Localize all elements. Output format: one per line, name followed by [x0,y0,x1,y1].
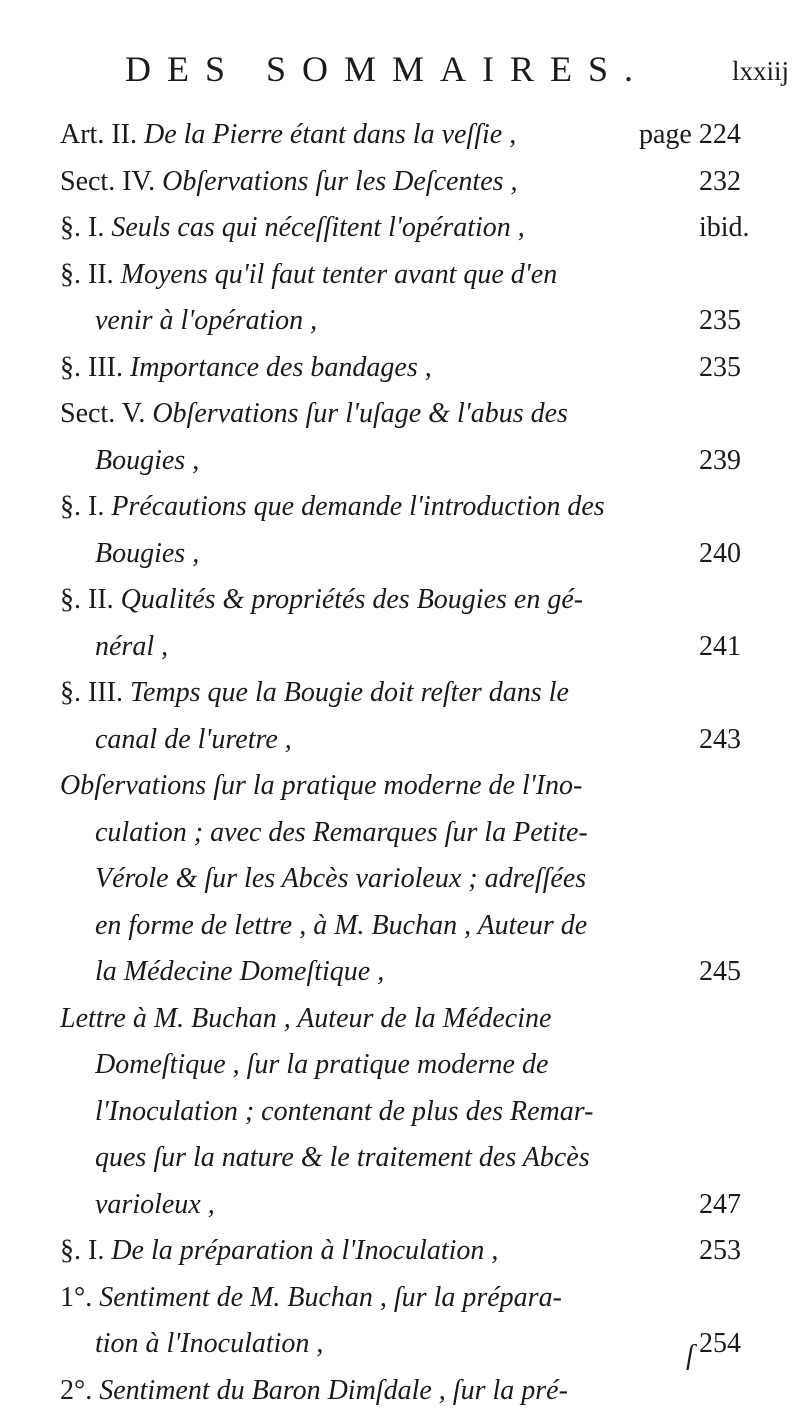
entry-title: Obſervations ſur les Deſcentes , [162,166,517,197]
toc-line [0,252,801,299]
entry-title: Lettre à M. Buchan , Auteur de la Médecine [60,1003,551,1034]
toc-entry [0,345,801,392]
entry-title: Bougies , [95,538,199,569]
entry-title: l'Inoculation ; contenant de plus des Remar- [95,1096,593,1127]
page-reference: page 224 [639,112,779,159]
toc-entry [0,205,801,252]
entry-title: Bougies , [95,445,199,476]
toc-line [0,531,801,578]
page-reference: 235 [699,298,779,345]
toc-entry [0,996,801,1229]
toc-line-text [60,112,691,159]
page-reference: 235 [699,345,779,392]
toc-line [0,484,801,531]
entry-title: en forme de lettre , à M. Buchan , Auteur de [95,910,587,941]
toc-line [0,345,801,392]
toc-entry [0,159,801,206]
toc-line-text [95,1321,691,1368]
toc-line-text [60,345,691,392]
toc-line-text [60,252,781,299]
page-reference: 247 [699,1182,779,1229]
entry-title: Domeſtique , ſur la pratique moderne de [95,1049,548,1080]
toc-line [0,391,801,438]
entry-title: Qualités & propriétés des Bougies en gé- [121,584,583,615]
running-head [0,48,801,98]
section-marker: Art. II. [60,119,144,150]
section-marker: 1°. [60,1282,99,1313]
toc-line-text [60,1228,691,1275]
toc-line [0,577,801,624]
toc-line [0,1228,801,1275]
entry-title: la Médecine Domeſtique , [95,956,384,987]
section-marker: §. I. [60,212,111,243]
toc-line [0,438,801,485]
section-marker: §. II. [60,259,121,290]
page-reference: 254 [699,1321,779,1368]
entry-title: Vérole & ſur les Abcès varioleux ; adreſſées [95,863,586,894]
toc-entry [0,484,801,577]
entry-title: culation ; avec des Remarques ſur la Petite- [95,817,588,848]
page-reference: 239 [699,438,779,485]
table-of-contents [0,112,801,1414]
toc-line [0,112,801,159]
section-marker: §. III. [60,677,130,708]
toc-line [0,856,801,903]
toc-line [0,298,801,345]
entry-title: Seuls cas qui néceſſitent l'opération , [111,212,524,243]
entry-title: Moyens qu'il faut tenter avant que d'en [121,259,558,290]
toc-line-text [95,903,781,950]
entry-title: varioleux , [95,1189,215,1220]
page-reference: ibid. [699,205,779,252]
toc-line [0,1135,801,1182]
toc-line [0,1042,801,1089]
page-reference: 240 [699,531,779,578]
toc-entry [0,577,801,670]
toc-entry [0,763,801,996]
toc-line [0,1089,801,1136]
page-reference: 253 [699,1228,779,1275]
section-marker: §. III. [60,352,130,383]
running-head-title: DES SOMMAIRES. [125,48,649,90]
toc-line [0,205,801,252]
toc-line-text [60,670,781,717]
page-reference: 232 [699,159,779,206]
toc-line-text [95,810,781,857]
toc-line-text [60,996,781,1043]
toc-line-text [95,531,691,578]
entry-title: Sentiment du Baron Dimſdale , ſur la pré- [99,1375,568,1406]
toc-line [0,810,801,857]
entry-title: Sentiment de M. Buchan , ſur la prépara- [99,1282,562,1313]
entry-title: tion à l'Inoculation , [95,1328,323,1359]
entry-title: Précautions que demande l'introduction des [111,491,604,522]
toc-line-text [60,763,781,810]
toc-entry [0,670,801,763]
entry-title: Obſervations ſur l'uſage & l'abus des [152,398,568,429]
toc-line [0,717,801,764]
section-marker: 2°. [60,1375,99,1406]
toc-line [0,996,801,1043]
toc-entry [0,391,801,484]
entry-title: canal de l'uretre , [95,724,292,755]
toc-line-text [95,1089,781,1136]
entry-title: néral , [95,631,168,662]
section-marker: Sect. V. [60,398,152,429]
toc-line-text [95,1182,691,1229]
toc-line [0,903,801,950]
section-marker: §. I. [60,491,111,522]
toc-line-text [95,1042,781,1089]
toc-line-text [95,1135,781,1182]
page-number: lxxiij [732,56,789,87]
toc-line-text [95,856,781,903]
toc-line-text [60,391,781,438]
catchword: ſ [686,1340,694,1372]
toc-entry [0,1228,801,1275]
entry-title: venir à l'opération , [95,305,317,336]
toc-line [0,949,801,996]
section-marker: Sect. IV. [60,166,162,197]
toc-line-text [95,949,691,996]
toc-line-text [60,205,691,252]
toc-line-text [95,438,691,485]
page-reference: 245 [699,949,779,996]
toc-line-text [60,577,781,624]
toc-line [0,670,801,717]
entry-title: ques ſur la nature & le traitement des Abcès [95,1142,590,1173]
entry-title: Importance des bandages , [130,352,432,383]
entry-title: De la Pierre étant dans la veſſie , [144,119,516,150]
toc-line-text [60,484,781,531]
entry-title: Obſervations ſur la pratique moderne de l'Ino- [60,770,582,801]
toc-line [0,1182,801,1229]
toc-line [0,1321,801,1368]
toc-line-text [95,298,691,345]
toc-line [0,624,801,671]
toc-entry [0,112,801,159]
toc-line [0,763,801,810]
toc-line-text [60,159,691,206]
toc-line-text [95,624,691,671]
toc-entry [0,252,801,345]
toc-line-text [95,717,691,764]
toc-line-text [60,1275,781,1322]
section-marker: §. I. [60,1235,111,1266]
page-reference: 243 [699,717,779,764]
page-reference: 241 [699,624,779,671]
entry-title: De la préparation à l'Inoculation , [111,1235,498,1266]
toc-line [0,1275,801,1322]
entry-title: Temps que la Bougie doit reſter dans le [130,677,569,708]
toc-line [0,159,801,206]
toc-entry [0,1275,801,1368]
section-marker: §. II. [60,584,121,615]
